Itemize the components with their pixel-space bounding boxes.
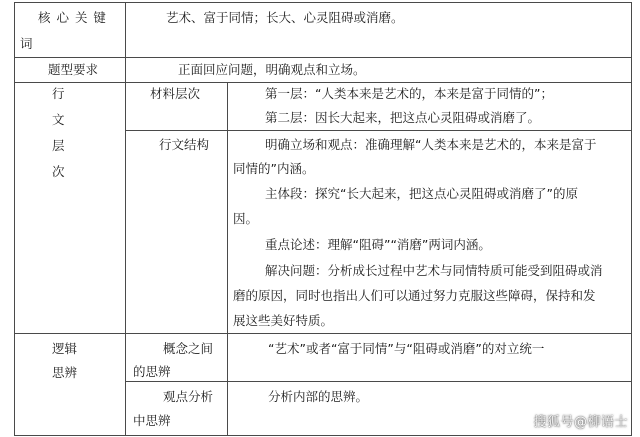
viewpoints-content: 分析内部的思辨。 xyxy=(268,389,369,404)
table-rule xyxy=(14,2,632,3)
watermark: 搜狐号@柳语士 xyxy=(533,415,628,430)
table-rule xyxy=(14,2,15,436)
viewpoints-label: 观点分析 xyxy=(163,389,214,404)
structure-line: 同情的”内涵。 xyxy=(233,161,315,176)
structure-label: 行文结构 xyxy=(159,137,210,152)
logic-label: 逻辑 xyxy=(52,341,78,356)
requirement-content: 正面回应问题，明确观点和立场。 xyxy=(178,62,366,77)
concepts-label: 概念之间 xyxy=(163,341,214,356)
table-rule xyxy=(14,333,632,334)
table-rule xyxy=(227,82,228,334)
structure-line: 因。 xyxy=(233,211,259,226)
structure-line: 重点论述：理解“阻碍”“消磨”两词内涵。 xyxy=(265,237,491,252)
keywords-label-cont: 词 xyxy=(20,36,33,51)
material-layer-line: 第一层：“人类本来是艺术的，本来是富于同情的”； xyxy=(265,86,553,101)
table-rule xyxy=(14,57,632,58)
concepts-content: “艺术”或者“富于同情”与“阻碍或消磨”的对立统一 xyxy=(268,341,545,356)
logic-label-cont: 思辨 xyxy=(52,365,78,380)
table-rule xyxy=(125,381,632,382)
structure-line: 主体段：探究“长大起来，把这点心灵阻碍或消磨了”的原 xyxy=(265,186,578,201)
material-layer-line: 第二层：因长大起来，把这点心灵阻碍或消磨了。 xyxy=(265,110,541,125)
requirement-label: 题型要求 xyxy=(48,62,99,77)
structure-line: 磨的原因，同时也指出人们可以通过努力克服这些障碍，保持和发 xyxy=(233,288,596,303)
structure-line: 解决问题：分析成长过程中艺术与同情特质可能受到阻碍或消 xyxy=(265,263,603,278)
viewpoints-label-cont: 中思辨 xyxy=(133,413,171,428)
writing-levels-char: 行 xyxy=(52,86,65,101)
structure-line: 展这些美好特质。 xyxy=(233,313,334,328)
writing-levels-char: 次 xyxy=(52,164,65,179)
keywords-label: 核 心 关 键 xyxy=(38,10,107,25)
table-rule xyxy=(631,2,632,436)
table-rule xyxy=(227,333,228,436)
concepts-label-cont: 的思辨 xyxy=(133,364,171,379)
material-layers-label: 材料层次 xyxy=(150,86,201,101)
table-rule xyxy=(14,435,632,436)
writing-levels-char: 文 xyxy=(52,112,65,127)
table-rule xyxy=(14,82,632,83)
structure-line: 明确立场和观点：准确理解“人类本来是艺术的，本来是富于 xyxy=(265,137,597,152)
writing-levels-char: 层 xyxy=(52,138,65,153)
table-rule xyxy=(125,2,126,436)
table-rule xyxy=(125,130,632,131)
keywords-content: 艺术、富于同情；长大、心灵阻碍或消磨。 xyxy=(166,10,404,25)
